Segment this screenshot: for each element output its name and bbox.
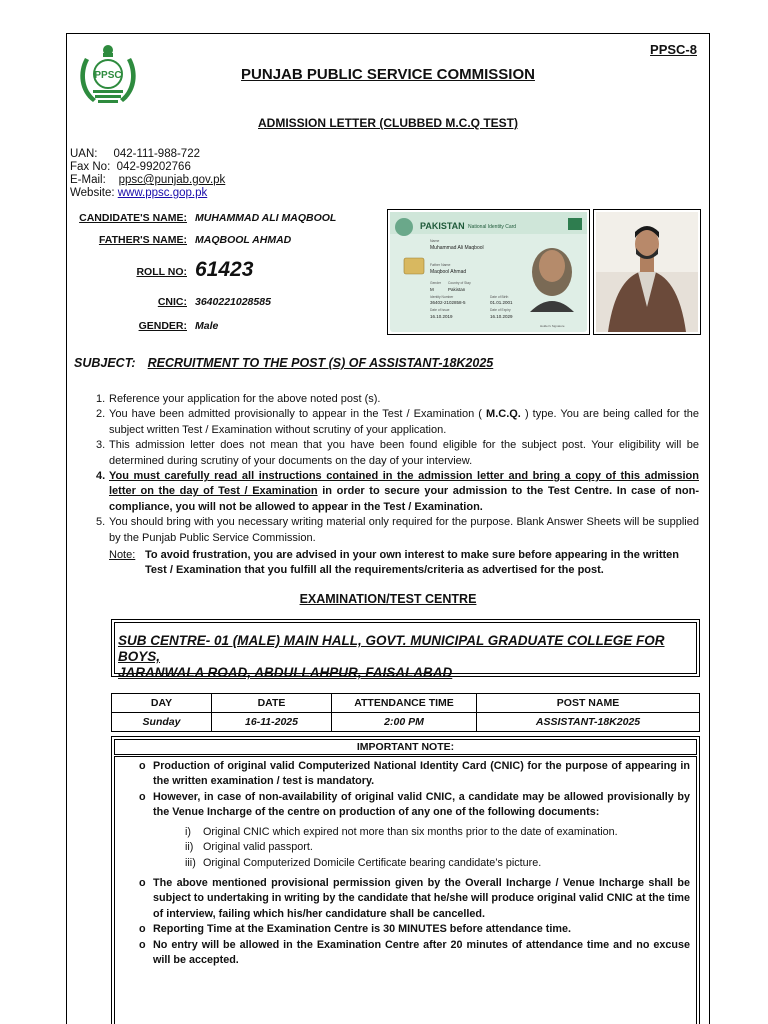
roll-no: 61423 (195, 258, 254, 281)
letter-subtitle: ADMISSION LETTER (CLUBBED M.C.Q TEST) (258, 116, 518, 130)
svg-text:PPSC: PPSC (94, 70, 122, 81)
table-header-row (112, 694, 700, 713)
important-list-a (139, 759, 690, 821)
list-item: o No entry will be allowed in the Examination Centre after 20 minutes of attendance time and no excuse will be accepted. (139, 938, 690, 967)
cnic-value: 3640221028585 (195, 296, 271, 308)
gender-value: Male (195, 320, 219, 332)
svg-text:16.10.2029: 16.10.2029 (490, 314, 513, 319)
col-post-name: POST NAME (477, 694, 700, 713)
subject-text: RECRUITMENT TO THE POST (S) OF ASSISTANT-18K2025 (147, 356, 494, 370)
instruction-item: 5. You should bring with you necessary writing material only required for the purpose. Blank Answer Sheets will be supplied by the Punjab Public Service Commission. (96, 516, 699, 544)
candidate-name: MUHAMMAD ALI MAQBOOL (195, 212, 337, 224)
website-row: Website: www.ppsc.gop.pk (70, 187, 208, 199)
important-list-b (139, 876, 690, 968)
svg-text:Date of Birth: Date of Birth (490, 295, 509, 299)
list-item: o However, in case of non-availability of original valid CNIC, a candidate may be allowed provisionally by the Venue Incharge of the centre on production of any one of the following documents: (139, 790, 690, 819)
centre-line-2: JARANWALA ROAD, ABDULLAHPUR, FAISALABAD (118, 665, 453, 680)
note-label: Note: (109, 549, 136, 561)
list-item: o Production of original valid Computerized National Identity Card (CNIC) for the purpose of appearing in the written examination / test is mandatory. (139, 760, 690, 788)
cell-day: Sunday (112, 713, 212, 732)
cell-post-name: ASSISTANT-18K2025 (477, 713, 700, 732)
document-list (185, 825, 618, 871)
contact-block (70, 148, 225, 200)
svg-text:16.10.2019: 16.10.2019 (430, 314, 453, 319)
centre-heading: EXAMINATION/TEST CENTRE (299, 592, 477, 606)
svg-text:Country of Stay: Country of Stay (448, 281, 471, 285)
svg-text:Muhammad Ali Maqbool: Muhammad Ali Maqbool (430, 245, 484, 251)
svg-text:Date of Expiry: Date of Expiry (490, 308, 511, 312)
svg-text:Maqbool Ahmad: Maqbool Ahmad (430, 269, 467, 275)
form-code: PPSC-8 (650, 42, 697, 57)
list-item: o Reporting Time at the Examination Centre is 30 MINUTES before attendance time. (139, 923, 571, 936)
note (109, 548, 699, 579)
candidate-name-label: CANDIDATE'S NAME: (79, 212, 187, 224)
instruction-item: 1. Reference your application for the above noted post (s). (96, 393, 381, 405)
fax-row: Fax No: 042-99202766 (70, 161, 191, 173)
uan-row: UAN: 042-111-988-722 (70, 148, 200, 160)
note-text: To avoid frustration, you are advised in your own interest to make sure before appearing in the written Test / Examination that you fulfill all the requirements/criteria as advertised for the post. (145, 549, 680, 577)
svg-text:Identity Number: Identity Number (430, 295, 454, 299)
svg-text:36402-2102858-5: 36402-2102858-5 (430, 300, 466, 305)
instruction-item: 3. This admission letter does not mean that you have been found eligible for the subject post. Your eligibility will be determined during scrutiny of your documents on the day of your interview. (96, 439, 699, 467)
important-note-heading: IMPORTANT NOTE: (114, 739, 697, 755)
schedule-table (111, 693, 700, 732)
letter-frame (66, 33, 710, 1024)
candidate-photo (593, 209, 701, 335)
list-item: ii) Original valid passport. (185, 841, 313, 854)
subject-label: SUBJECT: (74, 356, 136, 370)
important-note-box (111, 736, 700, 1024)
svg-text:Gender: Gender (430, 281, 441, 285)
svg-text:01.01.2001: 01.01.2001 (490, 300, 513, 305)
centre-address-box (111, 619, 700, 680)
svg-text:Father Name: Father Name (430, 263, 451, 267)
instructions-list (96, 392, 700, 546)
col-attendance-time: ATTENDANCE TIME (332, 694, 477, 713)
list-item: o The above mentioned provisional permission given by the Overall Incharge / Venue Incharge shall be subject to undertaking in writing by the candidate that he/she will produce original valid CNIC at the time of interview, failing which his/her candidature shall be cancelled. (139, 877, 690, 920)
list-item: i) Original CNIC which expired not more than six months prior to the date of examination. (185, 826, 618, 838)
cell-date: 16-11-2025 (212, 713, 332, 732)
father-name: MAQBOOL AHMAD (195, 234, 292, 246)
centre-line-1: SUB CENTRE- 01 (MALE) MAIN HALL, GOVT. MUNICIPAL GRADUATE COLLEGE FOR BOYS, (118, 633, 665, 664)
father-name-label: FATHER'S NAME: (98, 234, 187, 246)
email-link[interactable]: ppsc@punjab.gov.pk (118, 174, 226, 186)
svg-text:Date of Issue: Date of Issue (430, 308, 450, 312)
col-day: DAY (112, 694, 212, 713)
subject-line (74, 356, 493, 370)
instruction-item: 2. You have been admitted provisionally to appear in the Test / Examination ( M.C.Q. ) type. You are being called for the subject written Test / Examination without scrutiny of your application. (96, 408, 699, 436)
website-link[interactable]: www.ppsc.gop.pk (117, 187, 208, 199)
roll-no-label: ROLL NO: (136, 266, 187, 278)
svg-text:Holder's Signature: Holder's Signature (540, 324, 565, 328)
svg-text:National Identity Card: National Identity Card (468, 224, 517, 230)
svg-text:M: M (430, 287, 434, 292)
col-date: DATE (212, 694, 332, 713)
svg-text:PAKISTAN: PAKISTAN (420, 221, 465, 231)
email-row: E-Mail: ppsc@punjab.gov.pk (70, 174, 226, 186)
cnic-label: CNIC: (157, 296, 187, 308)
page-title: PUNJAB PUBLIC SERVICE COMMISSION (241, 66, 535, 83)
table-row (112, 713, 700, 732)
svg-text:Pakistan: Pakistan (448, 287, 466, 292)
cell-attendance-time: 2:00 PM (332, 713, 477, 732)
svg-text:Name: Name (430, 239, 440, 243)
cnic-card-image (387, 209, 590, 335)
list-item: iii) Original Computerized Domicile Certificate bearing candidate’s picture. (185, 856, 542, 869)
gender-label: GENDER: (138, 320, 187, 332)
instruction-item: 4. You must carefully read all instructions contained in the admission letter and bring a copy of this admission letter on the day of Test / Examination in order to secure your admission to the Test Centre. In case of non-compliance, you will not be allowed to appear in the Test / Examination. (96, 470, 700, 513)
